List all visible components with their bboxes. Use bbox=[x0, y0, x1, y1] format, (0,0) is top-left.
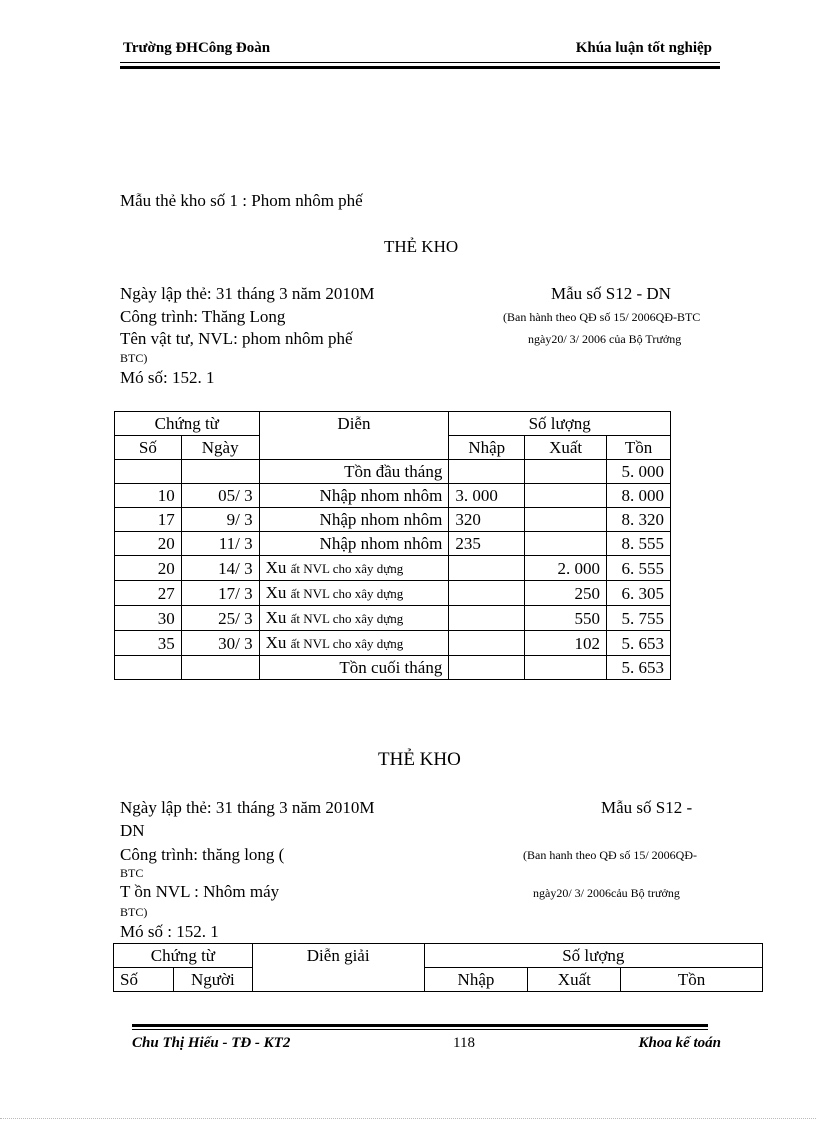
header-thesis: Khúa luận tốt nghiệp bbox=[575, 40, 712, 56]
header-in: Nhập bbox=[449, 436, 525, 460]
header-school: Trường ĐHCông Đoàn bbox=[123, 40, 271, 56]
header-description: Diễn giải bbox=[252, 944, 424, 968]
header-voucher: Chứng từ bbox=[114, 944, 253, 968]
cell-description bbox=[259, 556, 449, 581]
header-person: Người bbox=[173, 968, 252, 992]
cell-date: 05/ 3 bbox=[181, 484, 259, 508]
cell-description-rest: ất NVL cho xây dựng bbox=[290, 586, 404, 601]
cell-out bbox=[525, 508, 607, 532]
cell-description: Nhập nhom nhôm bbox=[259, 484, 449, 508]
table-row bbox=[115, 656, 671, 680]
cell-stock: 8. 555 bbox=[607, 532, 671, 556]
cell-no: 17 bbox=[115, 508, 182, 532]
cell-date: 30/ 3 bbox=[181, 631, 259, 656]
cell-description-rest: ất NVL cho xây dựng bbox=[290, 561, 404, 576]
cell-description: Tồn đầu tháng bbox=[259, 460, 449, 484]
stock-card-table-1 bbox=[114, 411, 671, 680]
table-subheader-row bbox=[115, 436, 671, 460]
header-voucher: Chứng từ bbox=[115, 412, 260, 436]
table-row bbox=[115, 532, 671, 556]
table-row bbox=[115, 631, 671, 656]
sample2-project: Công trình: thăng long ( bbox=[120, 845, 285, 864]
cell-in bbox=[449, 606, 525, 631]
table-row bbox=[115, 460, 671, 484]
cell-stock: 8. 320 bbox=[607, 508, 671, 532]
cell-description-prefix: Xu bbox=[265, 583, 287, 602]
table-row bbox=[115, 508, 671, 532]
cell-stock: 5. 000 bbox=[607, 460, 671, 484]
sample2-btc2: BTC) bbox=[120, 905, 148, 919]
cell-out bbox=[525, 656, 607, 680]
sample1-code: Mó số: 152. 1 bbox=[120, 368, 215, 387]
sample1-date-line: Ngày lập thẻ: 31 tháng 3 năm 2010M bbox=[120, 284, 375, 303]
header-no: Số bbox=[115, 436, 182, 460]
footer-author: Chu Thị Hiếu - TĐ - KT2 bbox=[132, 1035, 291, 1051]
cell-date bbox=[181, 656, 259, 680]
cell-description-prefix: Xu bbox=[265, 558, 287, 577]
table-row bbox=[115, 556, 671, 581]
sample1-decision-date: ngày20/ 3/ 2006 của Bộ Trưởng bbox=[528, 332, 682, 346]
table-row bbox=[115, 484, 671, 508]
table-row bbox=[115, 606, 671, 631]
cell-no bbox=[115, 460, 182, 484]
header-no: Số bbox=[114, 968, 174, 992]
sample1-btc: BTC) bbox=[120, 351, 148, 365]
cell-in bbox=[449, 556, 525, 581]
cell-date: 17/ 3 bbox=[181, 581, 259, 606]
cell-out bbox=[525, 484, 607, 508]
cell-out: 2. 000 bbox=[525, 556, 607, 581]
stock-card-table-2 bbox=[113, 943, 763, 992]
cell-in: 320 bbox=[449, 508, 525, 532]
cell-out: 102 bbox=[525, 631, 607, 656]
cell-in bbox=[449, 631, 525, 656]
header-description-cont bbox=[252, 968, 424, 992]
cell-out bbox=[525, 460, 607, 484]
sample2-decision: (Ban hanh theo QĐ số 15/ 2006QĐ- bbox=[523, 848, 697, 862]
header-out: Xuất bbox=[528, 968, 621, 992]
header-rule-thin bbox=[120, 62, 720, 63]
sample2-material: T ồn NVL : Nhôm máy bbox=[120, 882, 280, 901]
sample2-form-no: Mẫu số S12 - bbox=[601, 798, 693, 817]
header-quantity: Số lượng bbox=[449, 412, 671, 436]
header-out: Xuất bbox=[525, 436, 607, 460]
header-date: Ngày bbox=[181, 436, 259, 460]
footer-faculty: Khoa kế toán bbox=[638, 1035, 721, 1051]
footer-rule-thin bbox=[132, 1029, 708, 1030]
cell-description-prefix: Xu bbox=[265, 633, 287, 652]
cell-out: 250 bbox=[525, 581, 607, 606]
cell-date bbox=[181, 460, 259, 484]
cell-no bbox=[115, 656, 182, 680]
cell-description-prefix: Xu bbox=[265, 608, 287, 627]
sample1-project: Công trình: Thăng Long bbox=[120, 307, 286, 326]
cell-no: 27 bbox=[115, 581, 182, 606]
cell-stock: 8. 000 bbox=[607, 484, 671, 508]
sample2-date-line: Ngày lập thẻ: 31 tháng 3 năm 2010M bbox=[120, 798, 375, 817]
cell-description: Nhập nhom nhôm bbox=[259, 508, 449, 532]
cell-description bbox=[259, 606, 449, 631]
cell-no: 20 bbox=[115, 532, 182, 556]
cell-date: 11/ 3 bbox=[181, 532, 259, 556]
table-header-row bbox=[115, 412, 671, 436]
sample1-material: Tên vật tư, NVL: phom nhôm phế bbox=[120, 329, 353, 348]
footer-rule-thick bbox=[132, 1024, 708, 1027]
cell-in bbox=[449, 460, 525, 484]
cell-no: 30 bbox=[115, 606, 182, 631]
sample1-form-no: Mẫu số S12 - DN bbox=[551, 284, 671, 303]
header-rule-thick bbox=[120, 66, 720, 69]
table-row bbox=[115, 581, 671, 606]
cell-stock: 5. 755 bbox=[607, 606, 671, 631]
sample2-code: Mó số : 152. 1 bbox=[120, 922, 219, 941]
cell-description: Nhập nhom nhôm bbox=[259, 532, 449, 556]
cell-in bbox=[449, 581, 525, 606]
header-stock: Tồn bbox=[607, 436, 671, 460]
header-description: Diễn bbox=[259, 412, 449, 436]
sample2-title: THẺ KHO bbox=[378, 749, 461, 770]
cell-in: 3. 000 bbox=[449, 484, 525, 508]
table-body bbox=[115, 460, 671, 680]
header-in: Nhập bbox=[424, 968, 528, 992]
cell-stock: 6. 555 bbox=[607, 556, 671, 581]
cell-description-rest: ất NVL cho xây dựng bbox=[290, 611, 404, 626]
sample1-caption: Mẫu thẻ kho số 1 : Phom nhôm phế bbox=[120, 191, 363, 210]
header-quantity: Số lượng bbox=[424, 944, 762, 968]
cell-in: 235 bbox=[449, 532, 525, 556]
sample2-decision-date: ngày20/ 3/ 2006cảu Bộ trưởng bbox=[533, 886, 680, 900]
sample2-btc1: BTC bbox=[120, 866, 144, 880]
cell-date: 14/ 3 bbox=[181, 556, 259, 581]
cell-stock: 5. 653 bbox=[607, 631, 671, 656]
table-subheader-row bbox=[114, 968, 763, 992]
sample2-dn: DN bbox=[120, 821, 145, 840]
cell-stock: 5. 653 bbox=[607, 656, 671, 680]
cell-description bbox=[259, 631, 449, 656]
cell-no: 35 bbox=[115, 631, 182, 656]
cell-date: 9/ 3 bbox=[181, 508, 259, 532]
cell-stock: 6. 305 bbox=[607, 581, 671, 606]
page-number: 118 bbox=[453, 1035, 475, 1051]
cell-out bbox=[525, 532, 607, 556]
header-stock: Tồn bbox=[621, 968, 763, 992]
header-description-cont bbox=[259, 436, 449, 460]
table-header-row bbox=[114, 944, 763, 968]
cell-description-rest: ất NVL cho xây dựng bbox=[290, 636, 404, 651]
cell-date: 25/ 3 bbox=[181, 606, 259, 631]
cell-description: Tồn cuối tháng bbox=[259, 656, 449, 680]
cell-description bbox=[259, 581, 449, 606]
sample1-decision: (Ban hành theo QĐ số 15/ 2006QĐ-BTC bbox=[503, 310, 701, 324]
sample1-title: THẺ KHO bbox=[384, 237, 459, 256]
cell-no: 10 bbox=[115, 484, 182, 508]
cell-out: 550 bbox=[525, 606, 607, 631]
cell-no: 20 bbox=[115, 556, 182, 581]
cell-in bbox=[449, 656, 525, 680]
page-edge bbox=[0, 1118, 816, 1119]
